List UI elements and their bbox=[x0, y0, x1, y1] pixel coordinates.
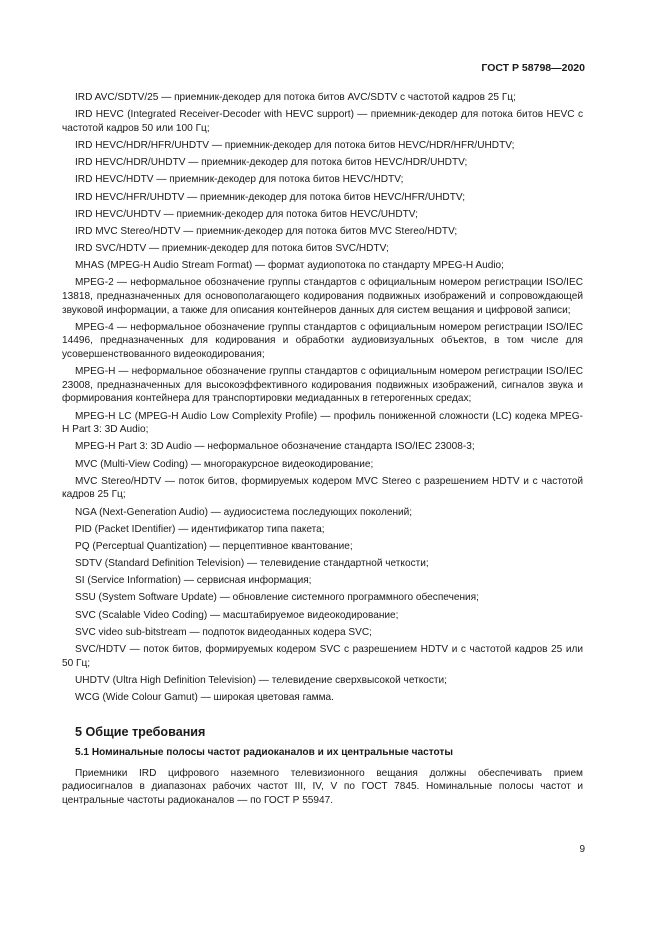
abbreviation-entry: MPEG-4 — неформальное обозначение группы стандартов с официальным номером регистрации ISO/IEC 14496, предназначенных для кодирования и обработки аудиовизуальных объектов, в том числе для усовершенствованного видеокодирования; bbox=[62, 321, 583, 361]
subsection-heading: 5.1 Номинальные полосы частот радиоканалов и их центральные частоты bbox=[75, 746, 453, 758]
abbreviation-entry: IRD HEVC/HDR/UHDTV — приемник-декодер для потока битов HEVC/HDR/UHDTV; bbox=[75, 157, 468, 169]
document-id-header: ГОСТ Р 58798—2020 bbox=[481, 62, 585, 74]
abbreviation-entry: SSU (System Software Update) — обновление системного программного обеспечения; bbox=[75, 592, 479, 604]
abbreviation-entry: IRD HEVC/HDR/HFR/UHDTV — приемник-декодер для потока битов HEVC/HDR/HFR/UHDTV; bbox=[75, 139, 515, 151]
abbreviation-entry: MPEG-H Part 3: 3D Audio — неформальное обозначение стандарта ISO/IEC 23008-3; bbox=[75, 441, 475, 453]
abbreviation-entry: MHAS (MPEG-H Audio Stream Format) — формат аудиопотока по стандарту MPEG-H Audio; bbox=[75, 260, 504, 272]
abbreviation-entry: PID (Packet IDentifier) — идентификатор типа пакета; bbox=[75, 523, 325, 535]
abbreviation-entry: IRD AVC/SDTV/25 — приемник-декодер для потока битов AVC/SDTV с частотой кадров 25 Гц; bbox=[75, 92, 516, 103]
abbreviation-entry: MPEG-H — неформальное обозначение группы стандартов с официальным номером регистрации ISO/IEC 23008, предназначенных для высокоэффективного кодирования подвижных изображений, сигналов звука и формирования контейнера для транспортировки медиаданных в гетерогенных средах; bbox=[62, 366, 583, 405]
abbreviation-entry: MPEG-H LC (MPEG-H Audio Low Complexity Profile) — профиль пониженной сложности (LC) кодека MPEG-H Part 3: 3D Audio; bbox=[62, 410, 583, 436]
abbreviation-entry: SVC (Scalable Video Coding) — масштабируемое видеокодирование; bbox=[75, 609, 399, 621]
abbreviation-entry: SDTV (Standard Definition Television) — телевидение стандартной четкости; bbox=[75, 558, 429, 570]
abbreviation-entry: UHDTV (Ultra High Definition Television) — телевидение сверхвысокой четкости; bbox=[75, 674, 447, 686]
abbreviation-entry: MVC (Multi-View Coding) — многоракурсное видеокодирование; bbox=[75, 458, 374, 470]
section-heading: 5 Общие требования bbox=[75, 724, 206, 739]
abbreviation-entry: IRD SVC/HDTV — приемник-декодер для потока битов SVC/HDTV; bbox=[75, 243, 389, 255]
abbreviation-entry: IRD HEVC/UHDTV — приемник-декодер для потока битов HEVC/UHDTV; bbox=[75, 208, 418, 220]
page-content bbox=[62, 91, 583, 807]
abbreviation-entry: SVC/HDTV — поток битов, формируемых кодером SVC с разрешением HDTV и с частотой кадров 25 или 50 Гц; bbox=[62, 644, 583, 669]
abbreviation-entry: IRD MVC Stereo/HDTV — приемник-декодер для потока битов MVC Stereo/HDTV; bbox=[75, 225, 458, 237]
abbreviations-list bbox=[62, 91, 583, 705]
body-paragraph: Приемники IRD цифрового наземного телевизионного вещания должны обеспечивать прием радиосигналов в диапазонах рабочих частот III, IV, V по ГОСТ 7845. Номинальные полосы частот и центральные частоты радиоканалов — по ГОСТ Р 55947. bbox=[62, 767, 583, 806]
page-number: 9 bbox=[579, 844, 585, 855]
abbreviation-entry: SI (Service Information) — сервисная информация; bbox=[75, 575, 312, 587]
abbreviation-entry: MPEG-2 — неформальное обозначение группы стандартов с официальным номером регистрации ISO/IEC 13818, предназначенных для основополагающего кодирования подвижных изображений и сопровождающей звуковой информации, а также для описания контейнеров данных для систем вещания и цифровой записи; bbox=[62, 277, 583, 316]
abbreviation-entry: WCG (Wide Colour Gamut) — широкая цветовая гамма. bbox=[75, 692, 334, 703]
abbreviation-entry: NGA (Next-Generation Audio) — аудиосистема последующих поколений; bbox=[75, 506, 413, 518]
abbreviation-entry: IRD HEVC/HFR/UHDTV — приемник-декодер для потока битов HEVC/HFR/UHDTV; bbox=[75, 191, 466, 203]
abbreviation-entry: SVC video sub-bitstream — подпоток видеоданных кодера SVC; bbox=[75, 626, 372, 638]
abbreviation-entry: PQ (Perceptual Quantization) — перцептивное квантование; bbox=[75, 540, 353, 552]
abbreviation-entry: IRD HEVC (Integrated Receiver-Decoder with HEVC support) — приемник-декодер для потока битов HEVC с частотой кадров 50 или 100 Гц; bbox=[62, 109, 583, 134]
abbreviation-entry: IRD HEVC/HDTV — приемник-декодер для потока битов HEVC/HDTV; bbox=[75, 174, 404, 186]
abbreviation-entry: MVC Stereo/HDTV — поток битов, формируемых кодером MVC Stereo с разрешением HDTV и с частотой кадров 25 Гц; bbox=[62, 475, 583, 501]
